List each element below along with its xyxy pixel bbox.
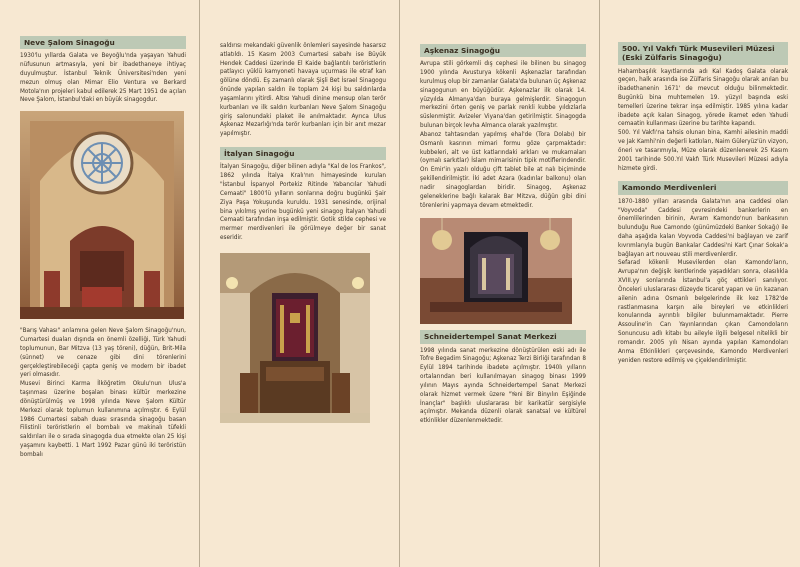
kamondo-stairs-para-1: 1870-1880 yılları arasında Galata'nın ana caddesi olan "Voyvoda" Caddesi çevresindeki bankerlerin en önemlilerinden birinin, Avram Kamondo'nun bankasının bulunduğu Rue Camondo (günümüzdeki Banker Sokağı) ile daha aşağıda kalan Voyvoda Caddesi'ni bağlayan ve zarif kıvrımlarıyla bugün Bankalar Caddesi'ni Kart Çınar Sokak'a bağlayan art nouveau stili merdivenlerdir. <box>618 198 788 258</box>
neve-shalom-para-1: 1930'lu yıllarda Galata ve Beyoğlu'nda yaşayan Yahudi nüfusunun artmasıyla, yeni bir ibadethaneye ihtiyaç duyulmuştur. İstanbul Teknik Üniversitesi'nden yeni mezun olmuş olan Mimar Elio Ventura ve Berkard Motola'nın projeleri kabul edilerek 25 Mart 1951 de açılan Neve Şalom, İstanbul'daki en büyük sinagogdur. <box>20 53 186 104</box>
museum-para-2: 500. Yıl Vakfı'na tahsis olunan bina, Kamhi ailesinin maddi ve Jak Kamhi'nin değerli katkıları, Naim Güleryüz'ün vizyon, öneri ve tasarımıyla, Müze olarak düzenlenerek 25 Kasım 2001 tarihinde 500.Yıl Vakfı Türk Musevileri Müzesi adıyla hizmete girdi. <box>618 130 788 172</box>
italian-synagogue-photo <box>220 253 370 423</box>
neve-shalom-para-3: Musevi Birinci Karma İlköğretim Okulu'nun Ulus'a taşınması üzerine boşalan binası kültür merkezine dönüştürülmüş ve 1998 yılında Neve Şalom Kültür Merkezi olarak toplumun kullanımına açılmıştır. 6 Eylül 1986 Cumartesi sabah duası sırasında sinagoğu basan Filistinli teröristlerin el bombalı ve makinalı tüfekli saldırıları ile o sırada sinagogda dua etmekte olan 25 kişi yaşamını kaybetti. 1 Mart 1992 Pazar günü iki teröristün bombalı <box>20 381 186 458</box>
neve-shalom-interior-photo <box>20 111 184 319</box>
column-3 <box>400 0 600 567</box>
ashkenazi-synagogue-para-1: Avrupa stili görkemli dış cephesi ile bilinen bu sinagog 1900 yılında Avusturya kökenli Aşkenazlar tarafından kurulmuş olup bir zamanlar Galata'da bulunan üç Aşkenaz sinagogunun en büyüğüdür. Aşkenazlar ilk olarak 14. yüzyılda Almanya'dan buraya gelmişlerdir. Sinagogun merkezini örten geniş ve parlak renkli kubbe yıldızlarla süslenmiştir. Avizeler Viyana'dan getirilmiştir. Sinagogda bulunan birçok levha Almanca olarak yazılmıştır. <box>420 61 586 130</box>
column-2 <box>200 0 400 567</box>
neve-shalom-heading: Neve Şalom Sinagoğu <box>20 36 186 49</box>
column-1 <box>0 0 200 567</box>
museum-para-1: Hahambaşılık kayıtlarında adı Kal Kadoş Galata olarak geçen, halk arasında ise Zülfaris Sinagoğu olarak anılan bu ibadethanenin 1671' de mevcut olduğu bilinmektedir. Bugünkü bina muhtemelen 19. yüzyıl başında eski temelleri üzerine tekrar inşa edilmiştir. 1985 yılına kadar ibadete açık kalan Sinagog, yörede ikamet eden Yahudi cemaatin kullanması üzerine bu tarihte kapandı. <box>618 68 788 128</box>
neve-shalom-para-2: "Barış Vahası" anlamına gelen Neve Şalom Sinagoğu'nun, Cumartesi duaları dışında en önemli özelliği, Türk Yahudi toplumunun, Bar Mitzva (13 yaş töreni), düğün, Brit-Mila (sünnet) ve cenaze gibi dini törenlerini gerçekleştirebileceği çapta geniş ve modern bir ibadet yeri olmasıdır. <box>20 328 186 379</box>
kamondo-stairs-para-2: Sefarad kökenli Musevilerden olan Kamondo'ların, Avrupa'nın değişik kentlerinde yaşadıkları sonra, olasılıkla XVIII.yy sonlarında İstanbul'a göç ettikleri sanılıyor. Önceleri uluslararası düzeyde ticaret yapan ve ün kazanan ailenin adına Osmanlı belgelerinde ilk kez 1782'de rastlanmasına karşın aile bireyleri ve etkinlikleri konularında ayrıntılı bilgiler bulunmamaktadır. Pierre Assouline'in Can Yayınlarından çıkan Camondoların Sonuncusu adlı kitabı bu aileyle ilgili belgesel nitelikli bir romandır. 2005 yılı Nisan ayında yapılan Kamondoları Anma Etkinlikleri çerçevesinde, Kamondo Merdivenleri yeniden restore edilmiş ve çiçeklendirilmiştir. <box>618 260 788 364</box>
museum-heading: 500. Yıl Vakfı Türk Musevileri Müzesi (Eski Zülfaris Sinagoğu) <box>618 42 788 65</box>
kamondo-stairs-heading: Kamondo Merdivenleri <box>618 181 788 194</box>
schneidertempel-para: 1998 yılında sanat merkezine dönüştürülen eski adı ile Tofre Begadim Sinagoğu; Aşkenaz Terzi Birliği tarafından 8 Eylül 1894 tarihinde ibadete açılmıştır. 1940lı yılların ortalarından beri kullanılmayan sinagog binası 1999 yılının Mayıs ayında Schneidertempel Sanat Merkezi olarak hizmet vermek üzere "Yeni Bir Binyılın Eşiğinde İnançlar" başlıklı uluslararası bir karikatür sergisiyle açılmıştır. Mekanda düzenli olarak sanatsal ve kültürel etkinlikler düzenlenmektedir. <box>420 347 586 425</box>
column-4 <box>600 0 800 567</box>
ashkenazi-synagogue-para-2: Abanoz tahtasından yapılmış ehal'de (Tora Dolabı) bir Osmanlı kasrının mimari formu göze çarpmaktadır: kubbeleri, alt ve üst katlarındaki arkları ve mukarnaları (oymalı sarkıtlar) İslam mimarisinin tipik motiflerindendir. On Emir'in yazılı olduğu çift tablet bile at nalı biçiminde şekillendirilmiştir. İki adet Azara (kadınlar balkonu) olan nadir sinagoglardan biridir. Sinagog, Aşkenaz geleneklerine bağlı kalarak Bar Mitzva, düğün gibi dini törenlerini yapmaya devam etmektedir. <box>420 131 586 209</box>
neve-shalom-para-4: saldırısı mekandaki güvenlik önlemleri sayesinde hasarsız atlatıldı. 15 Kasım 2003 Cumartesi sabahı ise Büyük Hendek Caddesi üzerinde El Kaide bağlantılı teröristlerin patlayıcı yüklü kamyoneti havaya uçurması ile etraf kan gölüne döndü. Eş zamanlı olarak Şişli Bet İsrael Sinagogu önünde yapılan saldırı ile toplam 24 kişi bu saldırılarda yaşamlarını yitirdi. Altısı Yahudi dinine mensup olan terör kurbanları ve ilk saldırı kurbanları Neve Şalom Sinagoğu giriş salonundaki plaket ile anılmaktadır. Ayrıca Ulus Aşkenaz Mezarlığı'nda terör kurbanları için bir anıt mezar yapılmıştır. <box>220 43 386 138</box>
ashkenazi-synagogue-heading: Aşkenaz Sinagoğu <box>420 44 586 57</box>
italian-synagogue-heading: İtalyan Sinagoğu <box>220 147 386 160</box>
ashkenazi-synagogue-photo <box>420 218 572 324</box>
italian-synagogue-para: İtalyan Sinagoğu, diğer bilinen adıyla "Kal de los Frankos", 1862 yılında İtalya Kralı'nın himayesinde kurulan "İstanbul İspanyol Portekiz Ritinde Yabancılar Yahudi Cemaati" 1800'lü yılların sonlarına doğru bugünkü Şair Ziya Paşa Yokuşunda kuruldu. 1931 senesinde, orijinal bina yıkılmış yerine bugünkü yeni sinagog İtalyan Yahudi Cemaati tarafından inşa edilmiştir. Gotik stilde cephesi ve mermer merdivenleri ile görülmeye değer bir sanat eseridir. <box>220 164 386 241</box>
schneidertempel-heading: Schneidertempel Sanat Merkezi <box>420 330 586 343</box>
